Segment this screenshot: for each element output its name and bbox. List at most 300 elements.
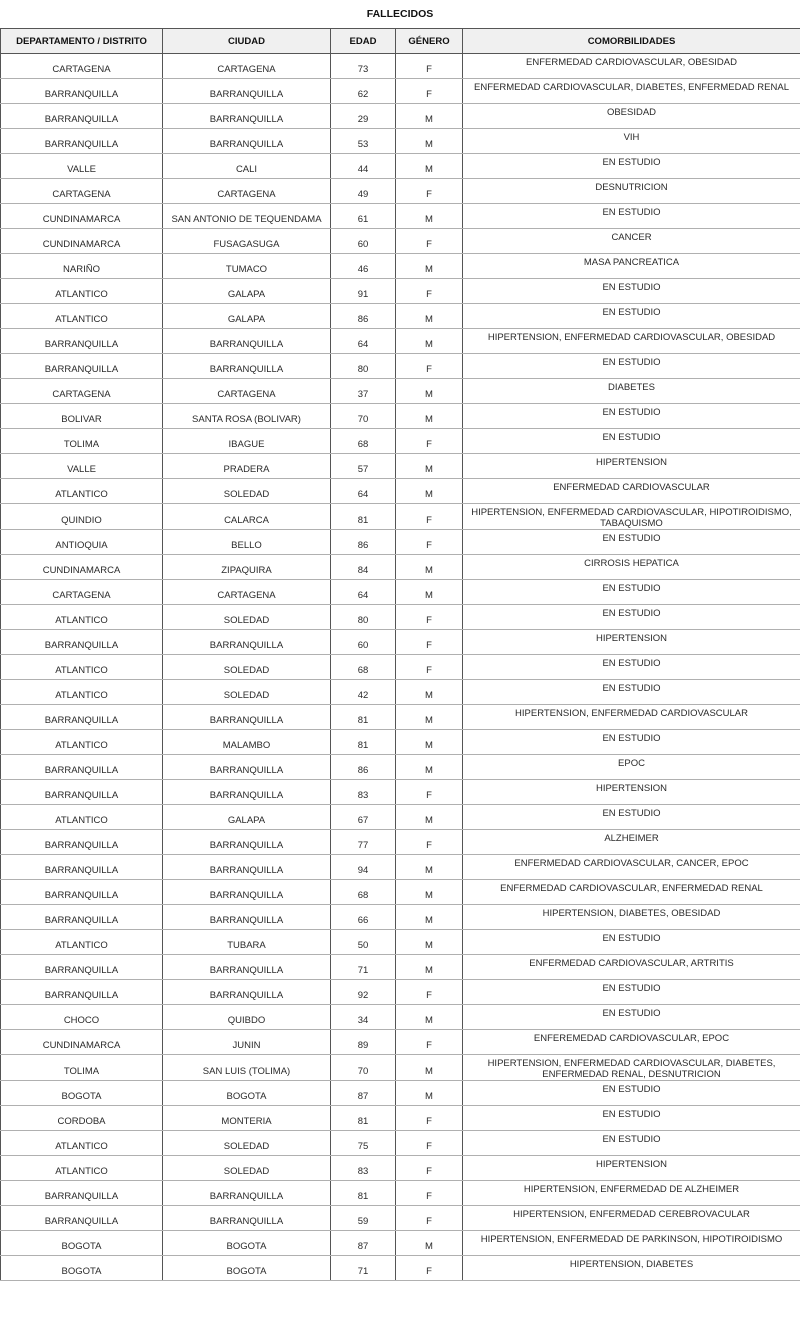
departamento-cell: VALLE — [1, 454, 163, 479]
departamento-cell: BOGOTA — [1, 1256, 163, 1281]
table-row — [1, 855, 800, 880]
comorbilidades-cell: EN ESTUDIO — [463, 605, 800, 630]
comorbilidades-cell: ENFERMEDAD CARDIOVASCULAR, DIABETES, ENFERMEDAD RENAL — [463, 79, 800, 104]
table-row — [1, 605, 800, 630]
genero-cell: F — [396, 1131, 463, 1156]
departamento-cell: BARRANQUILLA — [1, 980, 163, 1005]
edad-cell: 86 — [331, 530, 396, 555]
departamento-cell: BOGOTA — [1, 1081, 163, 1106]
genero-cell: M — [396, 580, 463, 605]
edad-cell: 46 — [331, 254, 396, 279]
edad-cell: 62 — [331, 79, 396, 104]
table-row — [1, 630, 800, 655]
edad-cell: 77 — [331, 830, 396, 855]
table-row — [1, 329, 800, 354]
ciudad-cell: JUNIN — [163, 1030, 331, 1055]
comorbilidades-cell: ENFERMEDAD CARDIOVASCULAR, OBESIDAD — [463, 54, 800, 79]
edad-cell: 68 — [331, 880, 396, 905]
edad-cell: 50 — [331, 930, 396, 955]
edad-cell: 70 — [331, 1055, 396, 1081]
ciudad-cell: BARRANQUILLA — [163, 980, 331, 1005]
departamento-cell: QUINDIO — [1, 504, 163, 530]
departamento-cell: CUNDINAMARCA — [1, 229, 163, 254]
ciudad-cell: SAN LUIS (TOLIMA) — [163, 1055, 331, 1081]
departamento-cell: BARRANQUILLA — [1, 129, 163, 154]
genero-cell: M — [396, 129, 463, 154]
table-row — [1, 1256, 800, 1281]
comorbilidades-cell: EN ESTUDIO — [463, 154, 800, 179]
departamento-cell: TOLIMA — [1, 429, 163, 454]
comorbilidades-cell: EN ESTUDIO — [463, 530, 800, 555]
departamento-cell: CORDOBA — [1, 1106, 163, 1131]
departamento-cell: ATLANTICO — [1, 605, 163, 630]
ciudad-cell: BARRANQUILLA — [163, 329, 331, 354]
comorbilidades-cell: ENFERMEDAD CARDIOVASCULAR, CANCER, EPOC — [463, 855, 800, 880]
comorbilidades-cell: ENFEREMEDAD CARDIOVASCULAR, EPOC — [463, 1030, 800, 1055]
ciudad-cell: IBAGUE — [163, 429, 331, 454]
edad-cell: 71 — [331, 955, 396, 980]
genero-cell: M — [396, 404, 463, 429]
genero-cell: M — [396, 955, 463, 980]
edad-cell: 92 — [331, 980, 396, 1005]
edad-cell: 87 — [331, 1231, 396, 1256]
table-row — [1, 179, 800, 204]
comorbilidades-cell: EN ESTUDIO — [463, 1005, 800, 1030]
table-row — [1, 655, 800, 680]
table-row — [1, 54, 800, 79]
departamento-cell: BARRANQUILLA — [1, 855, 163, 880]
table-row — [1, 429, 800, 454]
page-title: FALLECIDOS — [366, 8, 434, 20]
ciudad-cell: BARRANQUILLA — [163, 755, 331, 780]
departamento-cell: CUNDINAMARCA — [1, 555, 163, 580]
edad-cell: 29 — [331, 104, 396, 129]
departamento-cell: BARRANQUILLA — [1, 905, 163, 930]
ciudad-cell: TUBARA — [163, 930, 331, 955]
comorbilidades-cell: HIPERTENSION, DIABETES, OBESIDAD — [463, 905, 800, 930]
edad-cell: 81 — [331, 730, 396, 755]
genero-cell: F — [396, 1030, 463, 1055]
departamento-cell: CUNDINAMARCA — [1, 204, 163, 229]
departamento-cell: CARTAGENA — [1, 179, 163, 204]
genero-cell: M — [396, 880, 463, 905]
ciudad-cell: SOLEDAD — [163, 479, 331, 504]
departamento-cell: VALLE — [1, 154, 163, 179]
table-row — [1, 555, 800, 580]
column-header-genero: GÉNERO — [396, 29, 463, 54]
ciudad-cell: BARRANQUILLA — [163, 129, 331, 154]
comorbilidades-cell: CANCER — [463, 229, 800, 254]
comorbilidades-cell: HIPERTENSION, ENFERMEDAD CEREBROVACULAR — [463, 1206, 800, 1231]
ciudad-cell: SOLEDAD — [163, 605, 331, 630]
comorbilidades-cell: HIPERTENSION, ENFERMEDAD CARDIOVASCULAR, DIABETES, ENFERMEDAD RENAL, DESNUTRICION — [463, 1055, 800, 1081]
ciudad-cell: MONTERIA — [163, 1106, 331, 1131]
departamento-cell: BARRANQUILLA — [1, 755, 163, 780]
comorbilidades-cell: EPOC — [463, 755, 800, 780]
edad-cell: 68 — [331, 429, 396, 454]
ciudad-cell: BELLO — [163, 530, 331, 555]
table-row — [1, 379, 800, 404]
comorbilidades-cell: EN ESTUDIO — [463, 580, 800, 605]
ciudad-cell: BARRANQUILLA — [163, 1206, 331, 1231]
edad-cell: 81 — [331, 705, 396, 730]
genero-cell: F — [396, 229, 463, 254]
departamento-cell: BARRANQUILLA — [1, 955, 163, 980]
comorbilidades-cell: CIRROSIS HEPATICA — [463, 555, 800, 580]
table-row — [1, 530, 800, 555]
genero-cell: M — [396, 680, 463, 705]
departamento-cell: BARRANQUILLA — [1, 329, 163, 354]
table-row — [1, 755, 800, 780]
table-row — [1, 129, 800, 154]
edad-cell: 59 — [331, 1206, 396, 1231]
table-row — [1, 354, 800, 379]
edad-cell: 83 — [331, 780, 396, 805]
departamento-cell: ATLANTICO — [1, 1131, 163, 1156]
departamento-cell: ANTIOQUIA — [1, 530, 163, 555]
comorbilidades-cell: DIABETES — [463, 379, 800, 404]
edad-cell: 94 — [331, 855, 396, 880]
table-row — [1, 805, 800, 830]
edad-cell: 75 — [331, 1131, 396, 1156]
comorbilidades-cell: EN ESTUDIO — [463, 354, 800, 379]
ciudad-cell: ZIPAQUIRA — [163, 555, 331, 580]
genero-cell: M — [396, 855, 463, 880]
departamento-cell: TOLIMA — [1, 1055, 163, 1081]
table-row — [1, 204, 800, 229]
edad-cell: 64 — [331, 479, 396, 504]
ciudad-cell: CARTAGENA — [163, 379, 331, 404]
comorbilidades-cell: EN ESTUDIO — [463, 304, 800, 329]
genero-cell: M — [396, 905, 463, 930]
departamento-cell: BOGOTA — [1, 1231, 163, 1256]
table-row — [1, 930, 800, 955]
genero-cell: M — [396, 204, 463, 229]
comorbilidades-cell: MASA PANCREATICA — [463, 254, 800, 279]
edad-cell: 67 — [331, 805, 396, 830]
edad-cell: 42 — [331, 680, 396, 705]
ciudad-cell: BARRANQUILLA — [163, 855, 331, 880]
genero-cell: M — [396, 254, 463, 279]
ciudad-cell: SOLEDAD — [163, 1156, 331, 1181]
comorbilidades-cell: HIPERTENSION, DIABETES — [463, 1256, 800, 1281]
edad-cell: 84 — [331, 555, 396, 580]
comorbilidades-cell: EN ESTUDIO — [463, 805, 800, 830]
comorbilidades-cell: HIPERTENSION, ENFERMEDAD CARDIOVASCULAR — [463, 705, 800, 730]
edad-cell: 34 — [331, 1005, 396, 1030]
genero-cell: F — [396, 279, 463, 304]
genero-cell: M — [396, 1231, 463, 1256]
table-row — [1, 1030, 800, 1055]
table-row — [1, 905, 800, 930]
table-row — [1, 1131, 800, 1156]
table-row — [1, 254, 800, 279]
edad-cell: 81 — [331, 1106, 396, 1131]
ciudad-cell: PRADERA — [163, 454, 331, 479]
genero-cell: F — [396, 1206, 463, 1231]
departamento-cell: BOLIVAR — [1, 404, 163, 429]
departamento-cell: BARRANQUILLA — [1, 104, 163, 129]
ciudad-cell: GALAPA — [163, 304, 331, 329]
edad-cell: 87 — [331, 1081, 396, 1106]
edad-cell: 60 — [331, 229, 396, 254]
genero-cell: M — [396, 329, 463, 354]
departamento-cell: CARTAGENA — [1, 580, 163, 605]
edad-cell: 86 — [331, 304, 396, 329]
departamento-cell: BARRANQUILLA — [1, 780, 163, 805]
genero-cell: M — [396, 479, 463, 504]
ciudad-cell: CARTAGENA — [163, 54, 331, 79]
table-row — [1, 279, 800, 304]
genero-cell: M — [396, 930, 463, 955]
edad-cell: 66 — [331, 905, 396, 930]
comorbilidades-cell: HIPERTENSION, ENFERMEDAD CARDIOVASCULAR, HIPOTIROIDISMO, TABAQUISMO — [463, 504, 800, 530]
ciudad-cell: BARRANQUILLA — [163, 955, 331, 980]
column-header-departamento: DEPARTAMENTO / DISTRITO — [1, 29, 163, 54]
table-row — [1, 1231, 800, 1256]
table-row — [1, 1081, 800, 1106]
ciudad-cell: BARRANQUILLA — [163, 354, 331, 379]
comorbilidades-cell: EN ESTUDIO — [463, 404, 800, 429]
edad-cell: 53 — [331, 129, 396, 154]
departamento-cell: CARTAGENA — [1, 379, 163, 404]
genero-cell: F — [396, 179, 463, 204]
comorbilidades-cell: HIPERTENSION, ENFERMEDAD DE PARKINSON, HIPOTIROIDISMO — [463, 1231, 800, 1256]
table-row — [1, 780, 800, 805]
comorbilidades-cell: HIPERTENSION — [463, 630, 800, 655]
departamento-cell: ATLANTICO — [1, 930, 163, 955]
header-row — [1, 29, 800, 54]
departamento-cell: ATLANTICO — [1, 279, 163, 304]
ciudad-cell: FUSAGASUGA — [163, 229, 331, 254]
comorbilidades-cell: ENFERMEDAD CARDIOVASCULAR — [463, 479, 800, 504]
genero-cell: F — [396, 830, 463, 855]
comorbilidades-cell: EN ESTUDIO — [463, 279, 800, 304]
departamento-cell: ATLANTICO — [1, 479, 163, 504]
ciudad-cell: GALAPA — [163, 279, 331, 304]
table-row — [1, 304, 800, 329]
ciudad-cell: CALI — [163, 154, 331, 179]
edad-cell: 64 — [331, 580, 396, 605]
ciudad-cell: BARRANQUILLA — [163, 880, 331, 905]
comorbilidades-cell: OBESIDAD — [463, 104, 800, 129]
genero-cell: M — [396, 379, 463, 404]
column-header-ciudad: CIUDAD — [163, 29, 331, 54]
comorbilidades-cell: EN ESTUDIO — [463, 930, 800, 955]
genero-cell: F — [396, 530, 463, 555]
column-header-edad: EDAD — [331, 29, 396, 54]
comorbilidades-cell: ENFERMEDAD CARDIOVASCULAR, ARTRITIS — [463, 955, 800, 980]
edad-cell: 80 — [331, 354, 396, 379]
table-row — [1, 1106, 800, 1131]
genero-cell: F — [396, 605, 463, 630]
genero-cell: M — [396, 1081, 463, 1106]
departamento-cell: BARRANQUILLA — [1, 1181, 163, 1206]
ciudad-cell: BARRANQUILLA — [163, 830, 331, 855]
comorbilidades-cell: HIPERTENSION, ENFERMEDAD CARDIOVASCULAR, OBESIDAD — [463, 329, 800, 354]
ciudad-cell: CALARCA — [163, 504, 331, 530]
genero-cell: M — [396, 730, 463, 755]
departamento-cell: CARTAGENA — [1, 54, 163, 79]
edad-cell: 37 — [331, 379, 396, 404]
departamento-cell: BARRANQUILLA — [1, 880, 163, 905]
genero-cell: M — [396, 154, 463, 179]
ciudad-cell: BARRANQUILLA — [163, 1181, 331, 1206]
departamento-cell: BARRANQUILLA — [1, 1206, 163, 1231]
comorbilidades-cell: EN ESTUDIO — [463, 655, 800, 680]
edad-cell: 91 — [331, 279, 396, 304]
ciudad-cell: CARTAGENA — [163, 580, 331, 605]
comorbilidades-cell: HIPERTENSION — [463, 454, 800, 479]
genero-cell: M — [396, 755, 463, 780]
comorbilidades-cell: EN ESTUDIO — [463, 429, 800, 454]
genero-cell: F — [396, 655, 463, 680]
comorbilidades-cell: EN ESTUDIO — [463, 1106, 800, 1131]
ciudad-cell: BARRANQUILLA — [163, 79, 331, 104]
edad-cell: 81 — [331, 1181, 396, 1206]
edad-cell: 61 — [331, 204, 396, 229]
departamento-cell: BARRANQUILLA — [1, 830, 163, 855]
ciudad-cell: GALAPA — [163, 805, 331, 830]
ciudad-cell: SOLEDAD — [163, 655, 331, 680]
edad-cell: 70 — [331, 404, 396, 429]
departamento-cell: ATLANTICO — [1, 730, 163, 755]
table-row — [1, 955, 800, 980]
table-row — [1, 229, 800, 254]
table-row — [1, 79, 800, 104]
comorbilidades-cell: DESNUTRICION — [463, 179, 800, 204]
table-body — [1, 54, 800, 1281]
genero-cell: F — [396, 79, 463, 104]
edad-cell: 80 — [331, 605, 396, 630]
genero-cell: F — [396, 354, 463, 379]
ciudad-cell: BARRANQUILLA — [163, 705, 331, 730]
table-row — [1, 154, 800, 179]
comorbilidades-cell: HIPERTENSION — [463, 1156, 800, 1181]
comorbilidades-cell: VIH — [463, 129, 800, 154]
ciudad-cell: SOLEDAD — [163, 680, 331, 705]
table-row — [1, 580, 800, 605]
genero-cell: M — [396, 555, 463, 580]
comorbilidades-cell: EN ESTUDIO — [463, 204, 800, 229]
comorbilidades-cell: EN ESTUDIO — [463, 680, 800, 705]
ciudad-cell: QUIBDO — [163, 1005, 331, 1030]
table-row — [1, 830, 800, 855]
genero-cell: F — [396, 980, 463, 1005]
table-row — [1, 705, 800, 730]
comorbilidades-cell: HIPERTENSION, ENFERMEDAD DE ALZHEIMER — [463, 1181, 800, 1206]
departamento-cell: CUNDINAMARCA — [1, 1030, 163, 1055]
ciudad-cell: BARRANQUILLA — [163, 630, 331, 655]
table-row — [1, 1005, 800, 1030]
ciudad-cell: CARTAGENA — [163, 179, 331, 204]
departamento-cell: ATLANTICO — [1, 655, 163, 680]
table-row — [1, 680, 800, 705]
departamento-cell: CHOCO — [1, 1005, 163, 1030]
genero-cell: F — [396, 1156, 463, 1181]
table-row — [1, 730, 800, 755]
table-row — [1, 1156, 800, 1181]
ciudad-cell: BARRANQUILLA — [163, 780, 331, 805]
genero-cell: M — [396, 454, 463, 479]
comorbilidades-cell: ALZHEIMER — [463, 830, 800, 855]
edad-cell: 57 — [331, 454, 396, 479]
comorbilidades-cell: EN ESTUDIO — [463, 980, 800, 1005]
genero-cell: M — [396, 104, 463, 129]
genero-cell: F — [396, 1181, 463, 1206]
edad-cell: 44 — [331, 154, 396, 179]
ciudad-cell: BARRANQUILLA — [163, 905, 331, 930]
ciudad-cell: BARRANQUILLA — [163, 104, 331, 129]
table-row — [1, 479, 800, 504]
departamento-cell: BARRANQUILLA — [1, 79, 163, 104]
genero-cell: F — [396, 1106, 463, 1131]
ciudad-cell: SAN ANTONIO DE TEQUENDAMA — [163, 204, 331, 229]
departamento-cell: ATLANTICO — [1, 304, 163, 329]
table-row — [1, 1181, 800, 1206]
genero-cell: M — [396, 705, 463, 730]
departamento-cell: ATLANTICO — [1, 680, 163, 705]
edad-cell: 86 — [331, 755, 396, 780]
table-row — [1, 404, 800, 429]
edad-cell: 49 — [331, 179, 396, 204]
ciudad-cell: BOGOTA — [163, 1081, 331, 1106]
ciudad-cell: MALAMBO — [163, 730, 331, 755]
table-row — [1, 880, 800, 905]
edad-cell: 60 — [331, 630, 396, 655]
genero-cell: F — [396, 429, 463, 454]
genero-cell: M — [396, 1005, 463, 1030]
ciudad-cell: TUMACO — [163, 254, 331, 279]
comorbilidades-cell: ENFERMEDAD CARDIOVASCULAR, ENFERMEDAD RENAL — [463, 880, 800, 905]
departamento-cell: ATLANTICO — [1, 805, 163, 830]
column-header-comorbilidades: COMORBILIDADES — [463, 29, 800, 54]
edad-cell: 89 — [331, 1030, 396, 1055]
edad-cell: 71 — [331, 1256, 396, 1281]
ciudad-cell: SOLEDAD — [163, 1131, 331, 1156]
table-row — [1, 1055, 800, 1081]
departamento-cell: NARIÑO — [1, 254, 163, 279]
table-row — [1, 1206, 800, 1231]
edad-cell: 64 — [331, 329, 396, 354]
ciudad-cell: BOGOTA — [163, 1256, 331, 1281]
comorbilidades-cell: EN ESTUDIO — [463, 1131, 800, 1156]
ciudad-cell: SANTA ROSA (BOLIVAR) — [163, 404, 331, 429]
fallecidos-table — [0, 28, 800, 1281]
comorbilidades-cell: EN ESTUDIO — [463, 1081, 800, 1106]
genero-cell: M — [396, 805, 463, 830]
table-row — [1, 504, 800, 530]
table-row — [1, 980, 800, 1005]
genero-cell: M — [396, 304, 463, 329]
table-row — [1, 454, 800, 479]
edad-cell: 81 — [331, 504, 396, 530]
ciudad-cell: BOGOTA — [163, 1231, 331, 1256]
edad-cell: 68 — [331, 655, 396, 680]
comorbilidades-cell: HIPERTENSION — [463, 780, 800, 805]
genero-cell: F — [396, 54, 463, 79]
genero-cell: F — [396, 1256, 463, 1281]
genero-cell: F — [396, 780, 463, 805]
edad-cell: 83 — [331, 1156, 396, 1181]
genero-cell: F — [396, 630, 463, 655]
table-row — [1, 104, 800, 129]
comorbilidades-cell: EN ESTUDIO — [463, 730, 800, 755]
departamento-cell: BARRANQUILLA — [1, 354, 163, 379]
edad-cell: 73 — [331, 54, 396, 79]
departamento-cell: ATLANTICO — [1, 1156, 163, 1181]
departamento-cell: BARRANQUILLA — [1, 630, 163, 655]
